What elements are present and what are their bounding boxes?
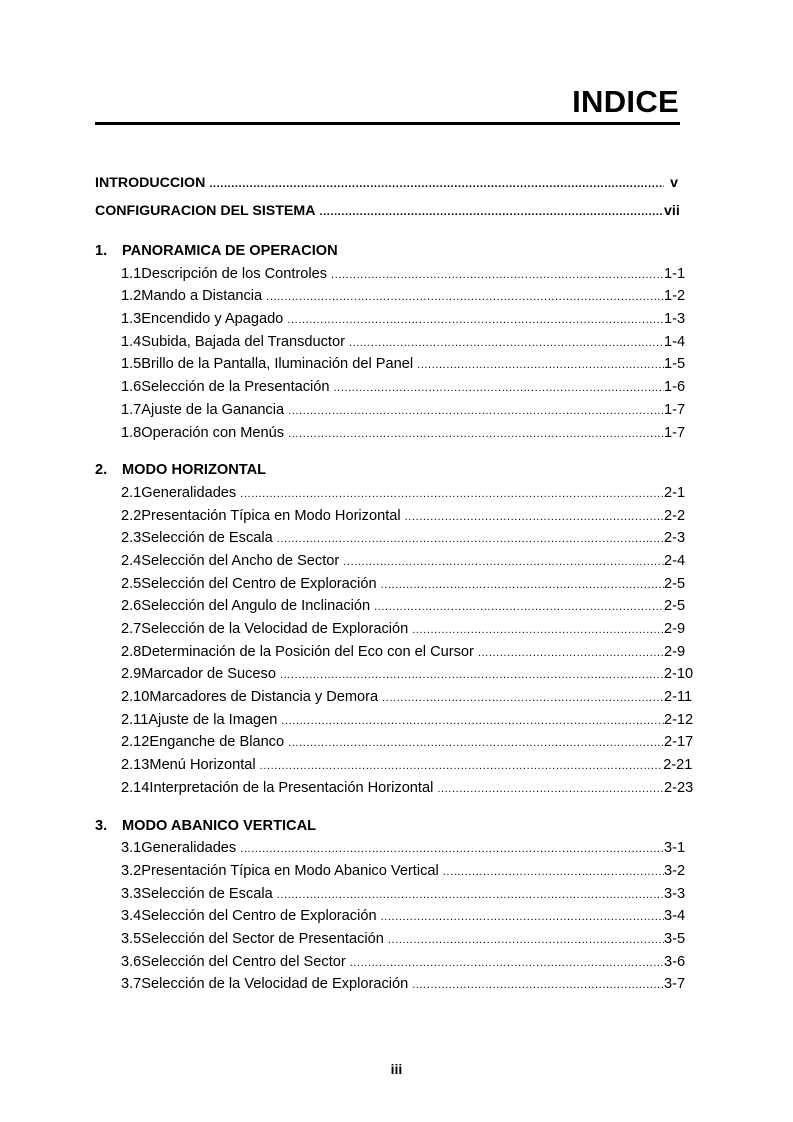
toc-entry-label: CONFIGURACION DEL SISTEMA	[95, 203, 316, 219]
subentry-page: 1-4	[664, 333, 686, 350]
toc-subentry[interactable]	[95, 686, 693, 709]
dot-leader	[277, 890, 664, 901]
dot-leader	[260, 761, 664, 772]
page-title: INDICE	[572, 84, 679, 119]
subentry-page: 3-2	[664, 862, 686, 879]
subentry-label: Marcador de Suceso	[141, 666, 276, 683]
toc-subentry[interactable]	[95, 285, 686, 308]
toc-subentry[interactable]	[95, 883, 686, 906]
section-heading[interactable]	[95, 459, 680, 482]
toc-subentry[interactable]	[95, 951, 686, 974]
subentry-number: 1.5	[121, 356, 142, 373]
subentry-page: 1-5	[664, 356, 686, 373]
toc-subentry[interactable]	[95, 973, 686, 996]
subentry-label: Generalidades	[141, 484, 237, 501]
subentry-page: 2-3	[664, 530, 686, 547]
subentry-number: 3.6	[121, 953, 142, 970]
subentry-number: 3.5	[121, 930, 142, 947]
subentry-label: Selección del Centro de Exploración	[141, 575, 377, 592]
section-title: MODO ABANICO VERTICAL	[122, 817, 317, 834]
subentry-page: 3-7	[664, 976, 686, 993]
toc-subentry[interactable]	[95, 731, 694, 754]
subentry-label: Marcadores de Distancia y Demora	[149, 689, 379, 706]
dot-leader	[349, 338, 664, 349]
subentry-number: 3.3	[121, 885, 142, 902]
subentry-number: 2.9	[121, 666, 142, 683]
subentry-number: 2.5	[121, 575, 142, 592]
subentry-number: 1.8	[121, 424, 142, 441]
dot-leader	[240, 844, 664, 855]
toc-subentry[interactable]	[95, 905, 686, 928]
subentry-number: 2.2	[121, 507, 142, 524]
subentry-page: 2-10	[663, 666, 694, 683]
subentry-page: 2-23	[664, 779, 694, 796]
subentry-page: 2-9	[664, 643, 686, 660]
toc-subentry[interactable]	[95, 754, 693, 777]
subentry-number: 1.6	[121, 379, 142, 396]
dot-leader	[437, 784, 664, 795]
subentry-page: 2-17	[664, 734, 694, 751]
toc-subentry[interactable]	[95, 263, 686, 286]
subentry-label: Enganche de Blanco	[149, 734, 285, 751]
toc-subentry[interactable]	[95, 353, 686, 376]
dot-leader	[280, 670, 664, 681]
dot-leader	[443, 867, 664, 878]
subentry-page: 2-12	[663, 711, 694, 728]
section-spacer	[95, 225, 680, 240]
dot-leader	[381, 912, 664, 923]
subentry-label: Presentación Típica en Modo Abanico Vertical	[141, 862, 439, 879]
subentry-number: 3.2	[121, 862, 142, 879]
toc-subentry[interactable]	[95, 709, 694, 732]
subentry-label: Selección del Centro de Exploración	[141, 908, 377, 925]
toc-entry-introduccion[interactable]	[95, 169, 680, 197]
toc-subentry[interactable]	[95, 663, 694, 686]
toc-subentry[interactable]	[95, 331, 686, 354]
page-number: iii	[390, 1061, 403, 1077]
subentry-label: Selección de la Presentación	[141, 379, 330, 396]
toc-subentry[interactable]	[95, 505, 686, 528]
section-number: 3.	[95, 817, 108, 834]
dot-leader	[350, 958, 664, 969]
dot-leader	[331, 270, 664, 281]
subentry-page: 2-1	[664, 484, 686, 501]
subentry-label: Selección de la Velocidad de Exploración	[141, 621, 409, 637]
subentry-number: 1.4	[121, 333, 142, 350]
toc-subentry[interactable]	[95, 308, 686, 331]
toc-entry-label: INTRODUCCION	[95, 175, 206, 191]
toc-subentry[interactable]	[95, 928, 686, 951]
subentry-label: Selección del Sector de Presentación	[141, 930, 384, 947]
subentry-label: Selección de Escala	[141, 885, 273, 902]
dot-leader	[374, 602, 664, 613]
dot-leader	[382, 693, 664, 704]
dot-leader	[388, 935, 664, 946]
subentry-number: 2.1	[121, 484, 142, 501]
subentry-page: 2-2	[664, 507, 686, 524]
dot-leader	[405, 512, 664, 523]
dot-leader	[288, 406, 664, 417]
section-heading[interactable]	[95, 240, 680, 263]
subentry-number: 2.14	[121, 779, 150, 796]
subentry-number: 2.13	[121, 757, 150, 774]
subentry-page: 2-9	[664, 621, 686, 637]
subentry-label: Selección del Angulo de Inclinación	[141, 598, 371, 615]
dot-leader	[266, 292, 664, 303]
dot-leader	[209, 179, 664, 190]
dot-leader	[412, 625, 664, 636]
table-of-contents	[95, 169, 694, 996]
subentry-page: 2-5	[664, 575, 686, 592]
subentry-page: 3-3	[664, 885, 686, 902]
subentry-number: 1.7	[121, 401, 142, 418]
subentry-page: 2-21	[663, 757, 693, 774]
subentry-page: 2-4	[664, 552, 686, 569]
subentry-number: 2.7	[121, 621, 142, 637]
dot-leader	[288, 429, 664, 440]
toc-subentry[interactable]	[95, 573, 686, 596]
dot-leader	[240, 489, 664, 500]
subentry-number: 3.1	[121, 840, 142, 857]
dot-leader	[417, 360, 664, 371]
dot-leader	[478, 648, 664, 659]
subentry-label: Encendido y Apagado	[141, 311, 284, 328]
subentry-number: 3.7	[121, 976, 142, 993]
toc-subentry[interactable]	[95, 618, 686, 641]
subentry-label: Presentación Típica en Modo Horizontal	[141, 507, 401, 524]
section-spacer	[95, 444, 680, 459]
subentry-label: Interpretación de la Presentación Horizontal	[149, 779, 434, 796]
subentry-page: 3-4	[664, 908, 686, 925]
toc-subentry[interactable]	[95, 860, 686, 883]
dot-leader	[412, 980, 664, 991]
section-number: 2.	[95, 462, 108, 479]
dot-leader	[381, 580, 664, 591]
dot-leader	[288, 738, 664, 749]
subentry-label: Selección del Ancho de Sector	[141, 552, 340, 569]
subentry-label: Operación con Menús	[141, 424, 285, 441]
subentry-number: 1.1	[121, 265, 142, 282]
toc-subentry[interactable]	[95, 482, 686, 505]
subentry-page: 2-5	[664, 598, 686, 615]
subentry-page: 1-6	[664, 379, 686, 396]
dot-leader	[343, 557, 664, 568]
subentry-number: 1.3	[121, 311, 142, 328]
toc-subentry[interactable]	[95, 527, 686, 550]
toc-subentry[interactable]	[95, 595, 686, 618]
subentry-label: Menú Horizontal	[149, 757, 256, 774]
subentry-page: 1-7	[664, 424, 686, 441]
subentry-number: 2.11	[121, 711, 149, 728]
toc-entry-page: vii	[664, 203, 680, 219]
toc-subentry[interactable]	[95, 837, 686, 860]
subentry-page: 1-2	[664, 288, 686, 305]
subentry-page: 3-1	[664, 840, 686, 857]
subentry-label: Selección del Centro del Sector	[141, 953, 346, 970]
subentry-label: Subida, Bajada del Transductor	[141, 333, 345, 350]
subentry-page: 1-7	[664, 401, 686, 418]
toc-subentry[interactable]	[95, 399, 686, 422]
subentry-label: Ajuste de la Ganancia	[141, 401, 285, 418]
subentry-number: 1.2	[121, 288, 142, 305]
toc-subentry[interactable]	[95, 641, 686, 664]
subentry-number: 2.3	[121, 530, 142, 547]
subentry-number: 2.10	[121, 689, 150, 706]
subentry-page: 1-1	[664, 265, 686, 282]
toc-entry-configuracion[interactable]	[95, 197, 680, 225]
section-heading[interactable]	[95, 815, 680, 838]
toc-subentry[interactable]	[95, 376, 686, 399]
subentry-label: Mando a Distancia	[141, 288, 263, 305]
subentry-page: 3-5	[664, 930, 686, 947]
section-title: PANORAMICA DE OPERACION	[122, 243, 338, 259]
title-rule	[95, 122, 680, 125]
subentry-label: Determinación de la Posición del Eco con el Cursor	[141, 643, 474, 660]
subentry-page: 3-6	[664, 953, 686, 970]
subentry-page: 1-3	[664, 311, 686, 328]
dot-leader	[334, 383, 664, 394]
subentry-label: Selección de Escala	[141, 530, 273, 547]
dot-leader	[281, 716, 664, 727]
toc-entry-page: v	[670, 175, 678, 191]
subentry-label: Selección de la Velocidad de Exploración	[141, 976, 409, 993]
dot-leader	[277, 534, 664, 545]
section-title: MODO HORIZONTAL	[122, 462, 267, 479]
subentry-label: Descripción de los Controles	[141, 265, 328, 282]
dot-leader	[319, 207, 664, 218]
subentry-number: 3.4	[121, 908, 142, 925]
subentry-number: 2.12	[121, 734, 150, 751]
subentry-label: Ajuste de la Imagen	[148, 711, 278, 728]
toc-subentry[interactable]	[95, 777, 694, 800]
section-number: 1.	[95, 243, 108, 259]
toc-subentry[interactable]	[95, 550, 686, 573]
subentry-number: 2.4	[121, 552, 142, 569]
toc-subentry[interactable]	[95, 422, 686, 445]
subentry-number: 2.6	[121, 598, 142, 615]
subentry-number: 2.8	[121, 643, 142, 660]
subentry-page: 2-11	[664, 689, 693, 706]
dot-leader	[287, 315, 664, 326]
toc-sections	[95, 225, 694, 996]
section-spacer	[95, 800, 680, 815]
subentry-label: Brillo de la Pantalla, Iluminación del Panel	[141, 356, 414, 373]
subentry-label: Generalidades	[141, 840, 237, 857]
